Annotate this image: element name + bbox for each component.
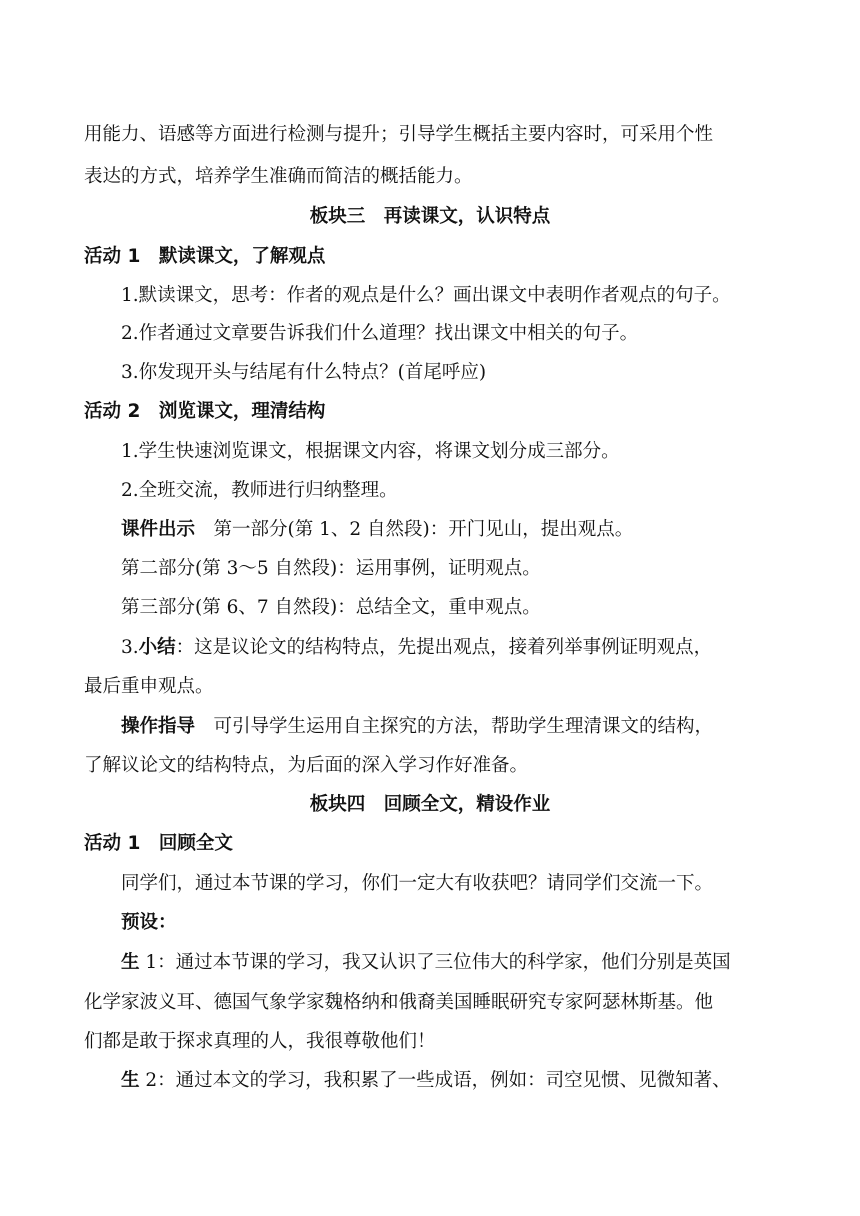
paragraph-line: 表达的方式，培养学生准确而简洁的概括能力。 xyxy=(84,166,473,187)
courseware-line: 第二部分(第 3～5 自然段)：运用事例，证明观点。 xyxy=(121,558,541,579)
section-heading: 板块四 回顾全文，精设作业 xyxy=(309,794,551,815)
courseware-line: 第三部分(第 6、7 自然段)：总结全文，重申观点。 xyxy=(121,597,541,618)
student-answer-line xyxy=(121,951,821,975)
paragraph-line: 化学家波义耳、德国气象学家魏格纳和俄裔美国睡眠研究专家阿瑟林斯基。他 xyxy=(84,992,714,1013)
courseware-label: 课件出示 xyxy=(121,519,196,540)
list-item: 1.默读课文，思考：作者的观点是什么？画出课文中表明作者观点的句子。 xyxy=(121,285,731,306)
activity-heading: 活动 1 回顾全文 xyxy=(84,833,233,854)
summary-text: ：这是议论文的结构特点，先提出观点，接着列举事例证明观点， xyxy=(175,637,713,658)
operation-label: 操作指导 xyxy=(121,716,196,737)
activity-heading: 活动 2 浏览课文，理清结构 xyxy=(84,401,326,422)
paragraph-line: 了解议论文的结构特点，为后面的深入学习作好准备。 xyxy=(84,755,529,776)
operation-line xyxy=(121,715,821,739)
student-text: 1：通过本节课的学习，我又认识了三位伟大的科学家，他们分别是英国 xyxy=(139,952,731,973)
preset-label: 预设： xyxy=(121,912,177,933)
section-heading: 板块三 再读课文，认识特点 xyxy=(309,206,551,227)
student-text: 2：通过本文的学习，我积累了一些成语，例如：司空见惯、见微知著、 xyxy=(139,1070,731,1091)
courseware-line xyxy=(121,518,821,542)
list-item: 1.学生快速浏览课文，根据课文内容，将课文划分成三部分。 xyxy=(121,441,620,462)
list-item: 2.作者通过文章要告诉我们什么道理？找出课文中相关的句子。 xyxy=(121,323,639,344)
paragraph-line: 用能力、语感等方面进行检测与提升；引导学生概括主要内容时，可采用个性 xyxy=(84,124,714,145)
courseware-text: 第一部分(第 1、2 自然段)：开门见山，提出观点。 xyxy=(195,519,634,540)
student-label: 生 xyxy=(121,952,140,973)
paragraph-line: 同学们，通过本节课的学习，你们一定大有收获吧？请同学们交流一下。 xyxy=(121,873,714,894)
student-answer-line xyxy=(121,1069,821,1093)
paragraph-line: 们都是敢于探求真理的人，我很尊敬他们！ xyxy=(84,1031,436,1052)
summary-line xyxy=(121,636,821,660)
activity-heading: 活动 1 默读课文，了解观点 xyxy=(84,246,326,267)
paragraph-line: 最后重申观点。 xyxy=(84,676,214,697)
list-item: 3.你发现开头与结尾有什么特点？(首尾呼应) xyxy=(121,362,487,383)
student-label: 生 xyxy=(121,1070,140,1091)
operation-text: 可引导学生运用自主探究的方法，帮助学生理清课文的结构， xyxy=(195,716,714,737)
summary-number: 3. xyxy=(121,637,139,658)
summary-label: 小结 xyxy=(138,637,176,658)
list-item: 2.全班交流，教师进行归纳整理。 xyxy=(121,480,398,501)
